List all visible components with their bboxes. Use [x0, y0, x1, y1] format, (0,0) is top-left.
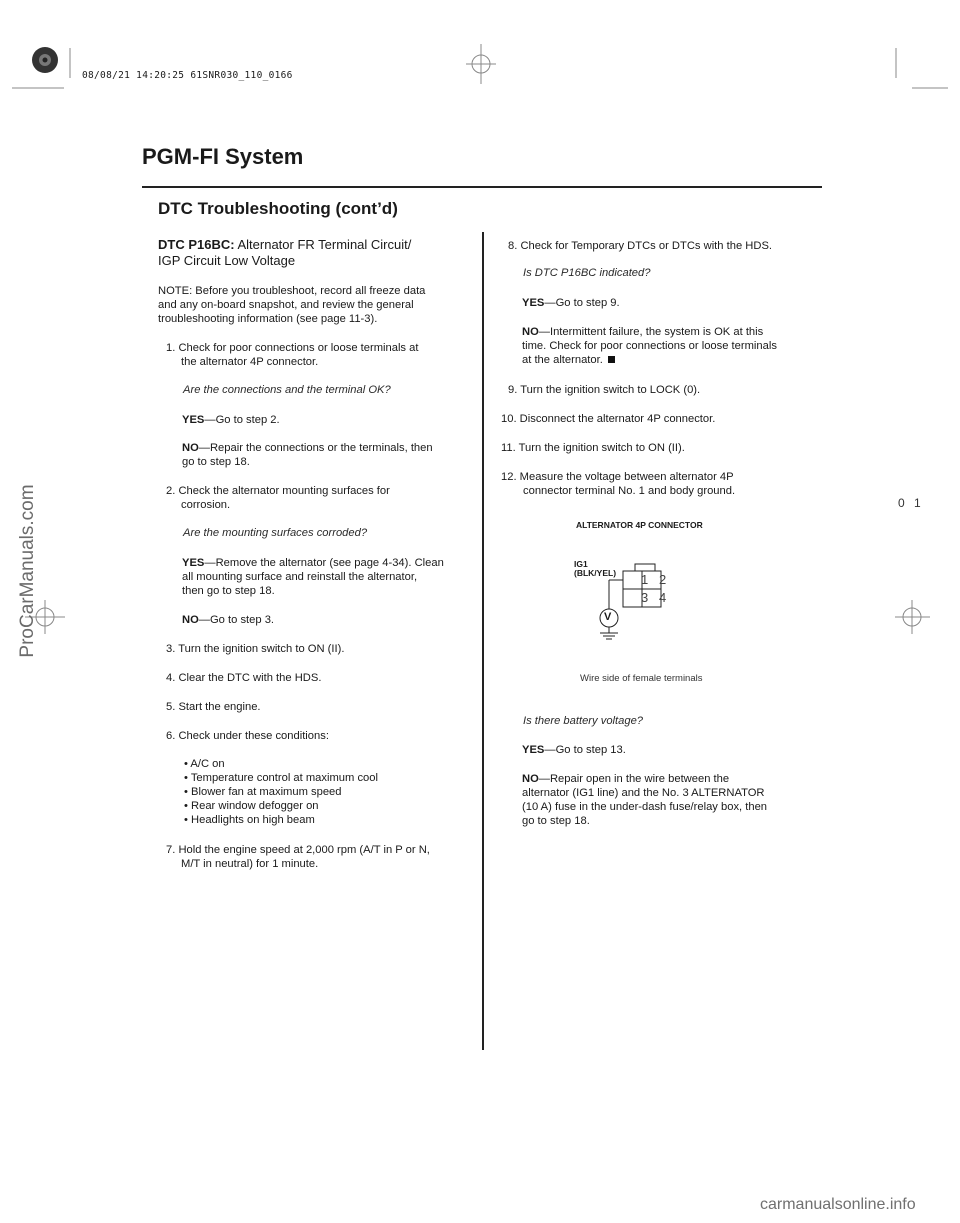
condition-item: • Blower fan at maximum speed [184, 786, 342, 798]
wire-id: IG1 [574, 559, 588, 569]
yes-12: YES—Go to step 13. [522, 744, 626, 756]
step-1-text-cont: the alternator 4P connector. [181, 356, 319, 368]
yes-1: YES—Go to step 2. [182, 414, 280, 426]
dtc-desc-line2: IGP Circuit Low Voltage [158, 253, 296, 268]
dtc-code: DTC P16BC: [158, 237, 235, 252]
title-rule [142, 186, 822, 188]
footer-watermark: carmanualsonline.info [760, 1196, 916, 1213]
voltmeter-symbol: V [604, 611, 612, 623]
pin-1: 1 [641, 572, 649, 587]
yes-2-cont1: all mounting surface and reinstall the alternator, [182, 571, 418, 583]
step-12-text: 12. Measure the voltage between alternator 4P [501, 471, 734, 483]
no-1: NO—Repair the connections or the terminals, then [182, 442, 433, 454]
condition-item: • Headlights on high beam [184, 814, 315, 826]
page-title: PGM-FI System [142, 144, 304, 169]
no-12-cont1: alternator (IG1 line) and the No. 3 ALTERNATOR [522, 787, 765, 799]
page-mark: 0 1 [898, 496, 924, 510]
note-line1: NOTE: Before you troubleshoot, record all freeze data [158, 285, 426, 297]
step-2-text: 2. Check the alternator mounting surfaces for [166, 485, 390, 497]
step-9-text: 9. Turn the ignition switch to LOCK (0). [508, 384, 701, 396]
pin-3: 3 [641, 590, 649, 605]
no-8-cont2: at the alternator. [522, 353, 615, 367]
question-8: Is DTC P16BC indicated? [523, 267, 651, 279]
no-8: NO—Intermittent failure, the system is OK at this [522, 326, 764, 338]
pin-4: 4 [659, 590, 667, 605]
diagram-title: ALTERNATOR 4P CONNECTOR [576, 520, 703, 530]
question-1: Are the connections and the terminal OK? [183, 384, 391, 396]
question-2: Are the mounting surfaces corroded? [183, 527, 368, 539]
no-12: NO—Repair open in the wire between the [522, 773, 730, 785]
yes-2-cont2: then go to step 18. [182, 585, 275, 597]
no-2: NO—Go to step 3. [182, 614, 275, 626]
end-square-icon [608, 356, 615, 363]
question-12: Is there battery voltage? [523, 715, 644, 727]
no-12-cont2: (10 A) fuse in the under-dash fuse/relay box, then [522, 801, 768, 813]
condition-item: • Rear window defogger on [184, 800, 319, 812]
step-11-text: 11. Turn the ignition switch to ON (II). [501, 442, 685, 454]
no-8-cont1: time. Check for poor connections or loose terminals [522, 340, 777, 352]
step-3-text: 3. Turn the ignition switch to ON (II). [166, 643, 345, 655]
step-10-text: 10. Disconnect the alternator 4P connector. [501, 413, 716, 425]
dtc-desc-line1: Alternator FR Terminal Circuit/ [237, 237, 412, 252]
step-5-text: 5. Start the engine. [166, 701, 261, 713]
condition-item: • Temperature control at maximum cool [184, 772, 378, 784]
step-6-text: 6. Check under these conditions: [166, 730, 329, 742]
wire-color: (BLK/YEL) [574, 568, 617, 578]
step-8-text: 8. Check for Temporary DTCs or DTCs with the HDS. [508, 240, 773, 252]
pin-2: 2 [659, 572, 667, 587]
note-line2: and any on-board snapshot, and review the general [158, 299, 414, 311]
condition-item: • A/C on [184, 758, 225, 770]
column-divider [482, 232, 484, 1050]
step-7-text: 7. Hold the engine speed at 2,000 rpm (A/T in P or N, [166, 844, 430, 856]
step-1-text: 1. Check for poor connections or loose terminals at [166, 342, 419, 354]
diagram-caption: Wire side of female terminals [580, 673, 703, 684]
note-line3: troubleshooting information (see page 11-3). [158, 313, 378, 325]
print-stamp: 08/08/21 14:20:25 61SNR030_110_0166 [82, 70, 293, 81]
dtc-heading [158, 237, 411, 269]
step-12-text-cont: connector terminal No. 1 and body ground. [523, 485, 736, 497]
step-2-text-cont: corrosion. [181, 499, 231, 511]
yes-2: YES—Remove the alternator (see page 4-34). Clean [182, 557, 444, 569]
side-watermark: ProCarManuals.com [17, 484, 38, 658]
step-4-text: 4. Clear the DTC with the HDS. [166, 672, 322, 684]
yes-8: YES—Go to step 9. [522, 297, 620, 309]
section-title: DTC Troubleshooting (cont’d) [158, 199, 398, 218]
connector-diagram [590, 560, 680, 650]
no-1-cont: go to step 18. [182, 456, 250, 468]
no-12-cont3: go to step 18. [522, 815, 590, 827]
step-7-text-cont: M/T in neutral) for 1 minute. [181, 858, 319, 870]
